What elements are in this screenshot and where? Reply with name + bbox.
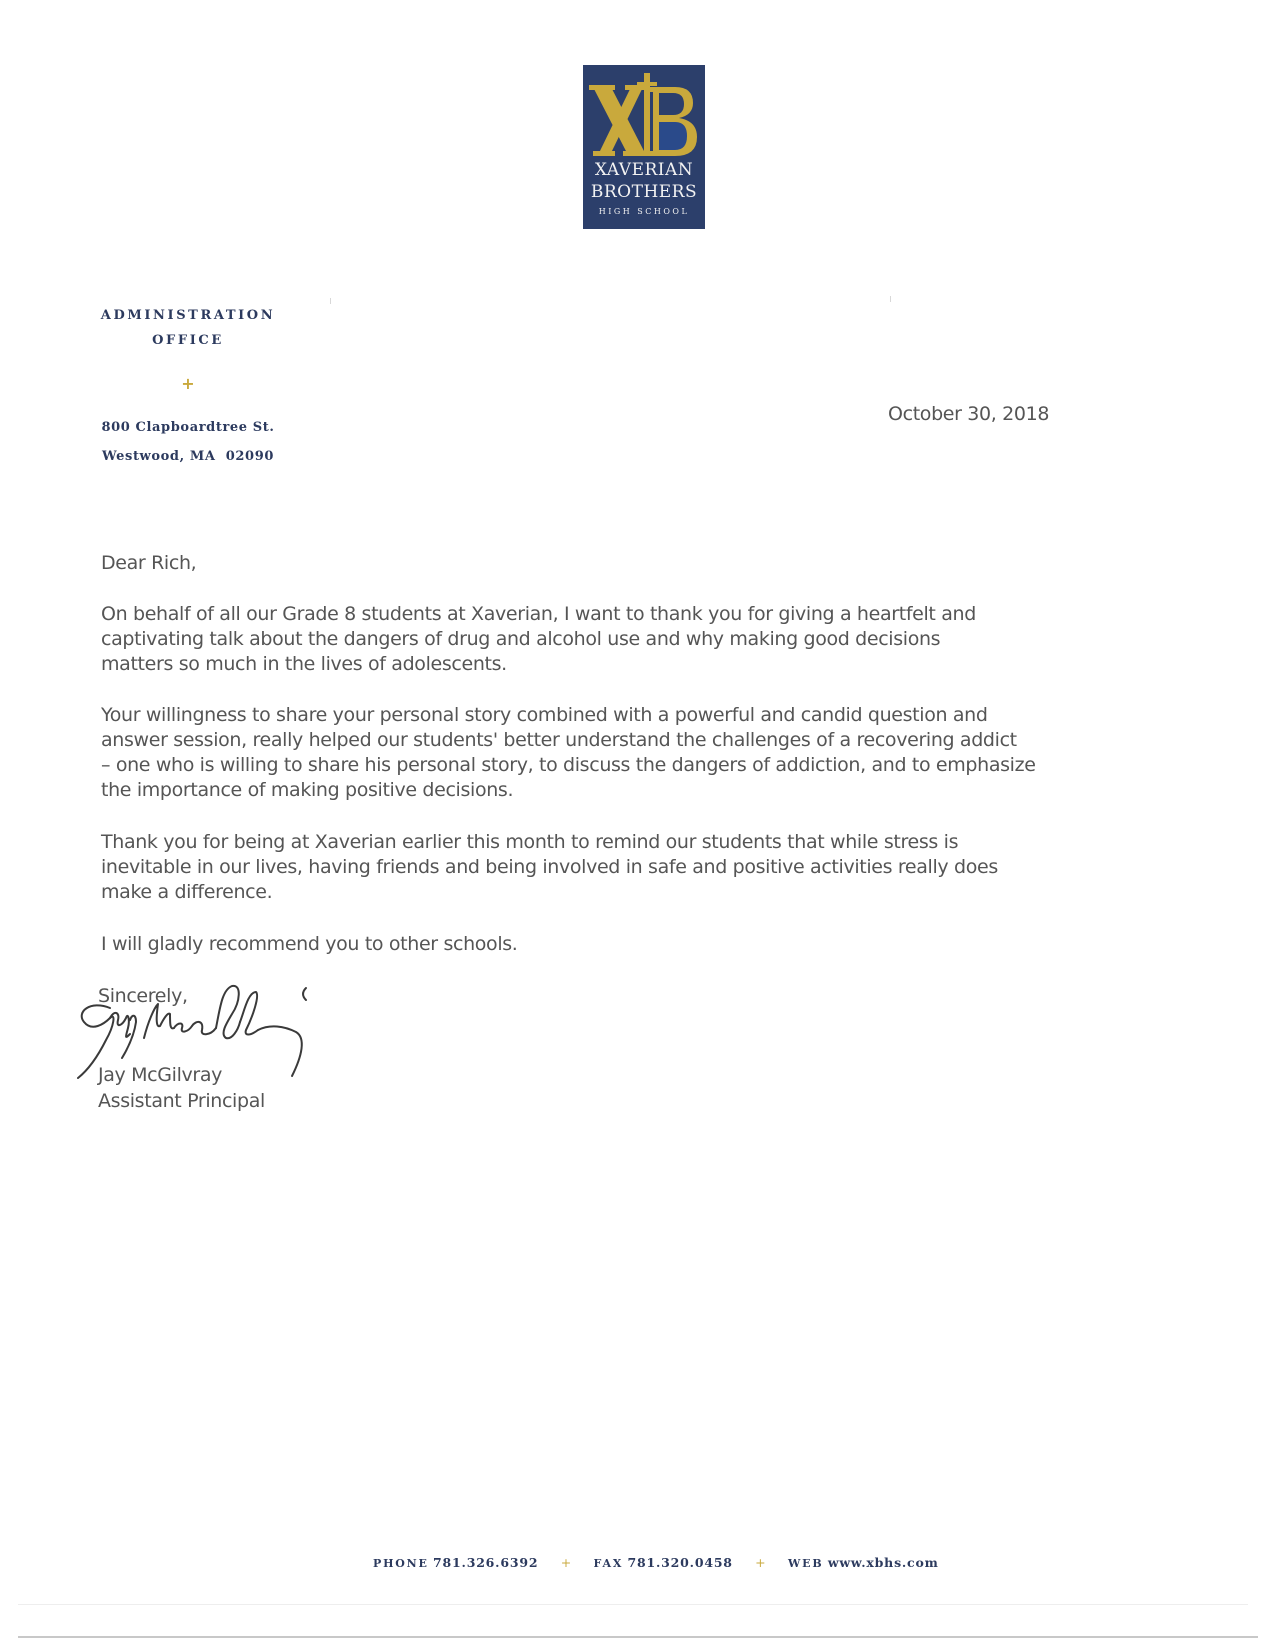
paragraph-line: I will gladly recommend you to other schools. bbox=[101, 933, 518, 955]
web-address: www.xbhs.com bbox=[827, 1555, 939, 1570]
phone-number: 781.326.6392 bbox=[433, 1555, 539, 1570]
phone-label: PHONE bbox=[373, 1557, 429, 1570]
paragraph-3 bbox=[101, 830, 1141, 905]
logo-text-high-school: HIGH SCHOOL bbox=[598, 207, 690, 216]
paragraph-1 bbox=[101, 602, 1141, 677]
paragraph-line: answer session, really helped our students' better understand the challenges of a recovering addict bbox=[101, 729, 1017, 751]
paragraph-4 bbox=[101, 932, 1141, 957]
logo-text-brothers: BROTHERS bbox=[590, 182, 698, 202]
ornament-plus-icon: + bbox=[181, 374, 195, 393]
salutation: Dear Rich, bbox=[101, 552, 197, 574]
xb-monogram-icon bbox=[583, 65, 705, 165]
signer-name: Jay McGilvray bbox=[98, 1064, 223, 1086]
paragraph-line: inevitable in our lives, having friends and being involved in safe and positive activities really does bbox=[101, 856, 998, 878]
page-bottom-rule bbox=[18, 1636, 1258, 1638]
address-city: Westwood, MA 02090 bbox=[102, 449, 274, 464]
scan-speck bbox=[890, 296, 891, 302]
paragraph-line: the importance of making positive decisions. bbox=[101, 779, 514, 801]
scan-speck bbox=[330, 298, 331, 304]
fax-number: 781.320.0458 bbox=[627, 1555, 733, 1570]
paragraph-line: Thank you for being at Xaverian earlier this month to remind our students that while stress is bbox=[101, 831, 959, 853]
separator-plus-icon: + bbox=[560, 1555, 572, 1570]
web-label: WEB bbox=[788, 1557, 824, 1570]
logo-text-xaverian: XAVERIAN bbox=[594, 160, 694, 180]
school-logo bbox=[583, 65, 705, 229]
letterhead-footer bbox=[373, 1555, 939, 1570]
paragraph-line: make a difference. bbox=[101, 881, 273, 903]
paragraph-line: captivating talk about the dangers of drug and alcohol use and why making good decisions bbox=[101, 628, 941, 650]
letter-date: October 30, 2018 bbox=[888, 403, 1050, 425]
office-title-line1: ADMINISTRATION bbox=[100, 308, 276, 323]
paragraph-line: Your willingness to share your personal story combined with a powerful and candid question and bbox=[101, 704, 988, 726]
signer-title: Assistant Principal bbox=[98, 1090, 265, 1112]
separator-plus-icon: + bbox=[755, 1555, 766, 1570]
office-title-line2: OFFICE bbox=[152, 333, 224, 348]
address-street: 800 Clapboardtree St. bbox=[101, 420, 275, 435]
scan-artifact-line bbox=[18, 1604, 1248, 1605]
paragraph-line: – one who is willing to share his personal story, to discuss the dangers of addiction, and to emphasize bbox=[101, 754, 1036, 776]
paragraph-line: matters so much in the lives of adolescents. bbox=[101, 653, 507, 675]
paragraph-2 bbox=[101, 703, 1141, 803]
paragraph-line: On behalf of all our Grade 8 students at Xaverian, I want to thank you for giving a heartfelt and bbox=[101, 603, 976, 625]
closing: Sincerely, bbox=[98, 985, 188, 1007]
fax-label: FAX bbox=[593, 1557, 624, 1570]
